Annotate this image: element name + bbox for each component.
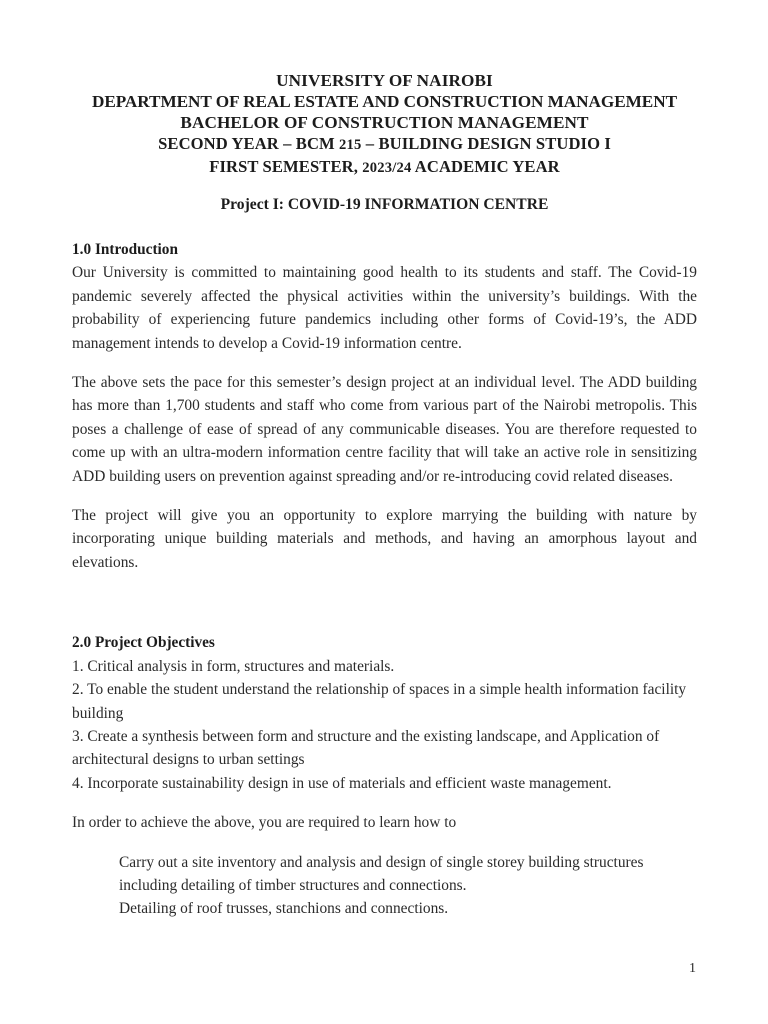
section-heading-objectives: 2.0 Project Objectives [72,634,215,652]
objective-item: 4. Incorporate sustainability design in use of materials and efficient waste management. [72,774,612,792]
learning-point: Carry out a site inventory and analysis and design of single storey building structures including detailing of timber structures and connections. [119,853,644,894]
masthead-course [72,133,697,156]
masthead-course-code: 215 [339,137,362,153]
objectives-lead-in: In order to achieve the above, you are required to learn how to [72,814,457,832]
section-heading-introduction: 1.0 Introduction [72,241,178,258]
introduction-paragraph-2: The above sets the pace for this semester’s design project at an individual level. The ADD building has more than 1,700 students and staff who come from various part of the Nairobi metropolis. This poses a challenge of ease of spread of any communicable diseases. You are therefore requested to come up with an ultra-modern information centre facility that will take an active role in sensitizing ADD building users on prevention against spreading and/or re-introducing covid related diseases. [72,374,697,485]
page-number: 1 [689,961,696,976]
masthead-university: UNIVERSITY OF NAIROBI [276,71,493,90]
learning-points-block [119,851,697,921]
masthead-academic-year: 2023/24 [362,160,412,176]
page-title: Project I: COVID-19 INFORMATION CENTRE [220,196,549,213]
learning-point: Detailing of roof trusses, stanchions and connections. [119,900,449,918]
masthead-course-prefix: SECOND YEAR – BCM [158,134,340,153]
document-masthead [72,70,697,179]
objective-item: 1. Critical analysis in form, structures and materials. [72,657,395,675]
introduction-paragraph-3: The project will give you an opportunity to explore marrying the building with nature by incorporating unique building materials and methods, and having an amorphous layout and elevations. [72,507,697,571]
masthead-semester-suffix: ACADEMIC YEAR [411,157,560,176]
paragraph-spacer [72,795,697,811]
introduction-paragraph-1: Our University is committed to maintaining good health to its students and staff. The Covid-19 pandemic severely affected the physical activities within the university’s buildings. With the probability of experiencing future pandemics including other forms of Covid-19’s, the ADD management intends to develop a Covid-19 information centre. [72,264,697,352]
section-spacer [72,574,697,631]
masthead-department: DEPARTMENT OF REAL ESTATE AND CONSTRUCTION MANAGEMENT [91,92,677,111]
masthead-course-suffix: – BUILDING DESIGN STUDIO I [361,134,611,153]
paragraph-spacer [72,835,697,851]
objective-item: 2. To enable the student understand the relationship of spaces in a simple health information facility building [72,681,687,722]
objective-item: 3. Create a synthesis between form and structure and the existing landscape, and Application of architectural designs to urban settings [72,727,660,769]
masthead-semester [72,156,697,179]
masthead-programme: BACHELOR OF CONSTRUCTION MANAGEMENT [180,113,589,132]
page-content [72,0,697,921]
masthead-semester-prefix: FIRST SEMESTER, [209,157,363,176]
